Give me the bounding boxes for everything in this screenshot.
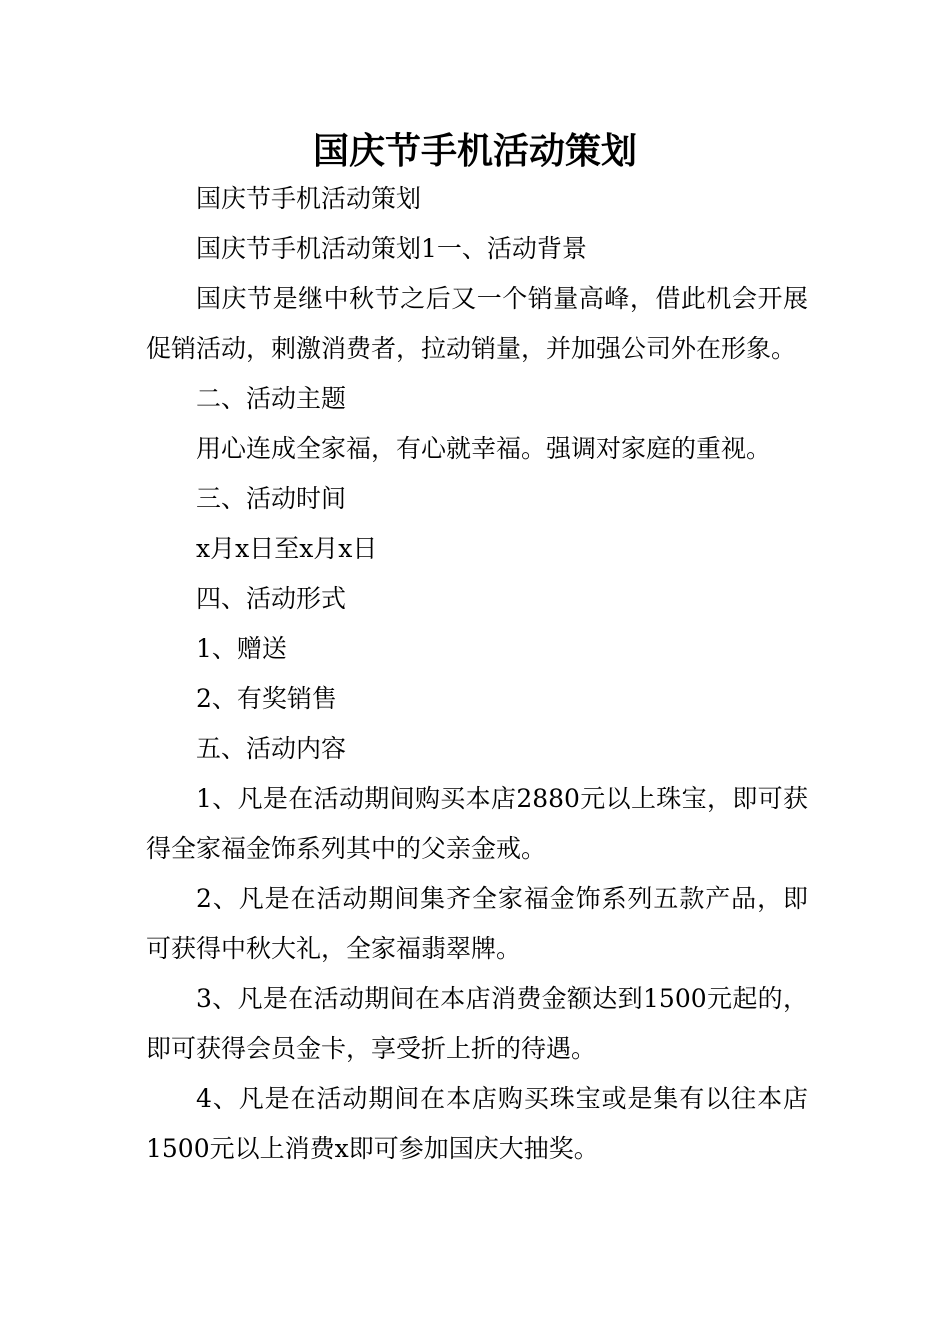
paragraph-2: 国庆节手机活动策划1一、活动背景 <box>196 234 587 263</box>
paragraph-1: 国庆节手机活动策划 <box>196 184 422 213</box>
paragraph-9: 1、赠送 <box>196 634 287 663</box>
paragraph-15: 4、凡是在活动期间在本店购买珠宝或是集有以往本店1500元以上消费x即可参加国庆大抽奖。 <box>146 1084 808 1163</box>
paragraph-8: 四、活动形式 <box>196 584 347 613</box>
document-title: 国庆节手机活动策划 <box>312 130 637 172</box>
paragraph-11: 五、活动内容 <box>196 734 347 763</box>
paragraph-12: 1、凡是在活动期间购买本店2880元以上珠宝，即可获得全家福金饰系列其中的父亲金戒。 <box>146 784 808 863</box>
paragraph-14: 3、凡是在活动期间在本店消费金额达到1500元起的，即可获得会员金卡，享受折上折的待遇。 <box>146 984 808 1063</box>
paragraph-6: 三、活动时间 <box>196 484 347 513</box>
paragraph-7: x月x日至x月x日 <box>196 534 378 563</box>
paragraph-10: 2、有奖销售 <box>196 684 337 713</box>
paragraph-13: 2、凡是在活动期间集齐全家福金饰系列五款产品，即可获得中秋大礼，全家福翡翠牌。 <box>146 884 808 963</box>
paragraph-4: 二、活动主题 <box>196 384 347 413</box>
paragraph-5: 用心连成全家福，有心就幸福。强调对家庭的重视。 <box>196 434 772 463</box>
document-body <box>146 174 808 1174</box>
paragraph-3: 国庆节是继中秋节之后又一个销量高峰，借此机会开展促销活动，刺激消费者，拉动销量，并加强公司外在形象。 <box>146 284 808 363</box>
